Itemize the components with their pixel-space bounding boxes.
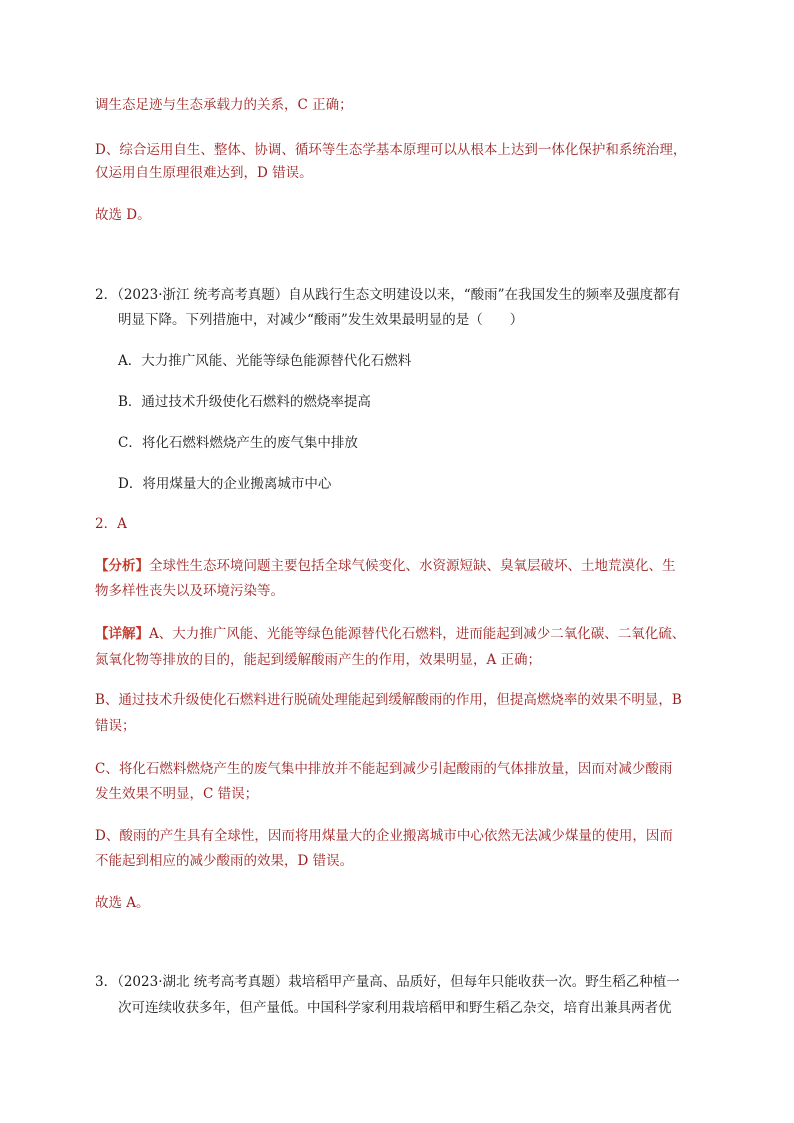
q2-detail-d-line-1: D、酸雨的产生具有全球性，因而将用煤量大的企业搬离城市中心依然无法减少煤量的使用，因而 xyxy=(95,828,673,844)
prev-option-c-tail: 调生态足迹与生态承载力的关系，C 正确； xyxy=(95,97,353,113)
prev-option-d-line-2: 仅运用自生原理很难达到，D 错误。 xyxy=(95,165,313,181)
analysis-tag: 【分析】 xyxy=(95,558,149,574)
q2-option-c: C．将化石燃料燃烧产生的废气集中排放 xyxy=(118,435,358,451)
analysis-text: 全球性生态环境问题主要包括全球气候变化、水资源短缺、臭氧层破坏、土地荒漠化、生 xyxy=(149,558,676,574)
prev-option-d-line-1: D、综合运用自生、整体、协调、循环等生态学基本原理可以从根本上达到一体化保护和系统治理， xyxy=(95,142,687,158)
q2-analysis-line-1 xyxy=(95,556,676,576)
q2-conclusion: 故选 A。 xyxy=(95,895,150,911)
q2-detail-a-line-2: 氮氧化物等排放的目的，能起到缓解酸雨产生的作用，效果明显，A 正确； xyxy=(95,652,542,668)
q2-detail-a-line-1 xyxy=(95,624,685,644)
q2-option-a: A．大力推广风能、光能等绿色能源替代化石燃料 xyxy=(118,353,412,369)
q3-stem-line-2: 次可连续收获多年，但产量低。中国科学家利用栽培稻甲和野生稻乙杂交，培育出兼具两者优 xyxy=(118,1000,672,1016)
q2-option-b: B．通过技术升级使化石燃料的燃烧率提高 xyxy=(118,394,371,410)
q2-detail-b-line-1: B、通过技术升级使化石燃料进行脱硫处理能起到缓解酸雨的作用，但提高燃烧率的效果不明显，B xyxy=(95,692,682,708)
q2-analysis-line-2: 物多样性丧失以及环境污染等。 xyxy=(95,583,284,599)
q2-detail-b-line-2: 错误； xyxy=(95,718,136,734)
q2-option-d: D．将用煤量大的企业搬离城市中心 xyxy=(118,476,332,492)
detail-tag: 【详解】 xyxy=(95,626,149,642)
q2-answer: 2．A xyxy=(95,516,127,532)
q3-stem-line-1: 3．（2023·湖北 统考高考真题）栽培稻甲产量高、品质好，但每年只能收获一次。野生稻乙种植一 xyxy=(95,974,680,990)
q2-detail-c-line-2: 发生效果不明显，C 错误； xyxy=(95,786,259,802)
q2-stem-line-2: 明显下降。下列措施中，对减少“酸雨”发生效果最明显的是（ ） xyxy=(118,312,524,328)
q2-detail-d-line-2: 不能起到相应的减少酸雨的效果，D 错误。 xyxy=(95,853,354,869)
detail-a-text: A、大力推广风能、光能等绿色能源替代化石燃料，进而能起到减少二氧化碳、二氧化硫、 xyxy=(149,626,686,642)
prev-conclusion: 故选 D。 xyxy=(95,207,151,223)
q2-detail-c-line-1: C、将化石燃料燃烧产生的废气集中排放并不能起到减少引起酸雨的气体排放量，因而对减少酸雨 xyxy=(95,761,673,777)
q2-stem-line-1: 2．（2023·浙江 统考高考真题）自从践行生态文明建设以来，“酸雨”在我国发生的频率及强度都有 xyxy=(95,287,681,303)
